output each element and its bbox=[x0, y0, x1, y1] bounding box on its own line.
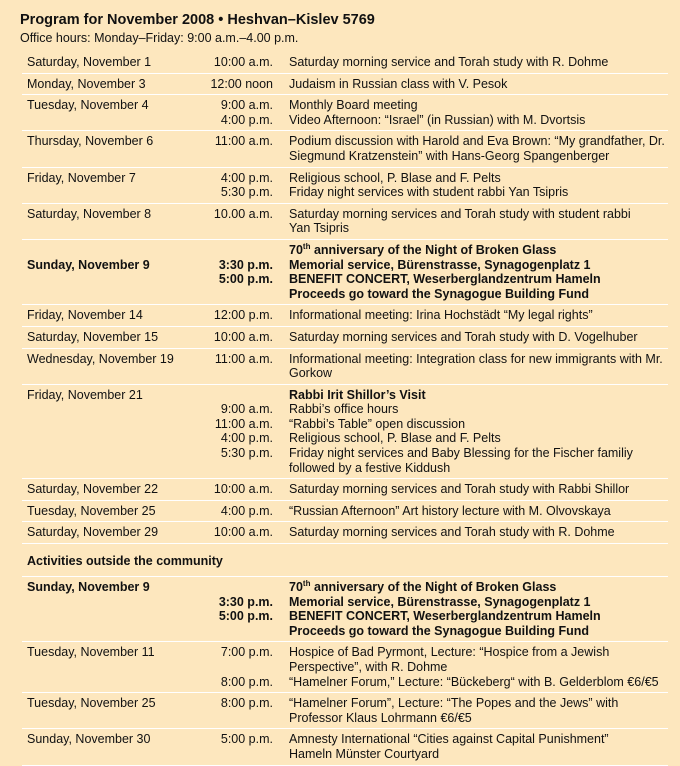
event-line: “Rabbi’s Table” open discussion bbox=[289, 416, 466, 431]
event-line: Informational meeting: Integration class for new immigrants with Mr. bbox=[289, 351, 663, 366]
event-description bbox=[289, 243, 668, 301]
event-time: 8:00 p.m. bbox=[220, 674, 273, 689]
heading-ordinal: th bbox=[302, 241, 311, 251]
spacer bbox=[203, 660, 273, 675]
event-line: Religious school, P. Blase and F. Pelts bbox=[289, 431, 501, 446]
event-times bbox=[203, 171, 273, 200]
event-description bbox=[289, 308, 668, 323]
event-line: Religious school, P. Blase and F. Pelts bbox=[289, 170, 501, 185]
event-row bbox=[22, 168, 668, 204]
spacer bbox=[203, 388, 273, 403]
event-row bbox=[22, 501, 668, 523]
event-times bbox=[203, 645, 273, 689]
event-day: Saturday, November 29 bbox=[27, 525, 159, 540]
event-time: 5:00 p.m. bbox=[220, 732, 273, 747]
event-day: Monday, November 3 bbox=[27, 76, 146, 91]
event-day: Sunday, November 9 bbox=[27, 580, 150, 595]
event-description bbox=[289, 645, 668, 689]
event-line: Informational meeting: Irina Hochstädt “My legal rights” bbox=[289, 308, 593, 323]
event-description bbox=[289, 330, 668, 345]
event-heading bbox=[289, 580, 664, 595]
event-day: Tuesday, November 4 bbox=[27, 98, 149, 113]
event-times bbox=[203, 330, 273, 345]
event-line: Amnesty International “Cities against Capital Punishment” bbox=[289, 732, 609, 747]
page-title: Program for November 2008 • Heshvan–Kislev 5769 bbox=[20, 12, 375, 28]
event-times bbox=[203, 696, 273, 711]
event-description bbox=[289, 580, 668, 638]
event-line: Video Afternoon: “Israel” (in Russian) with M. Dvortsis bbox=[289, 112, 586, 127]
event-row bbox=[22, 95, 668, 131]
event-day: Friday, November 7 bbox=[27, 170, 136, 185]
event-day: Friday, November 21 bbox=[27, 387, 143, 402]
event-row bbox=[22, 240, 668, 305]
event-time: 9:00 a.m. bbox=[220, 98, 273, 113]
event-row bbox=[22, 349, 668, 385]
section-heading-outside: Activities outside the community bbox=[22, 544, 668, 577]
event-line: Saturday morning service and Torah study with R. Dohme bbox=[289, 55, 609, 69]
event-row bbox=[22, 642, 668, 693]
event-day: Thursday, November 6 bbox=[27, 134, 154, 149]
event-time: 3:30 p.m. bbox=[218, 594, 273, 609]
event-line: Memorial service, Bürenstrasse, Synagogenplatz 1 bbox=[289, 594, 591, 609]
event-line: followed by a festive Kiddush bbox=[289, 460, 451, 475]
event-line: Podium discussion with Harold and Eva Brown: “My grandfather, Dr. bbox=[289, 134, 665, 149]
heading-number: 70 bbox=[289, 242, 303, 257]
heading-number: 70 bbox=[289, 580, 303, 595]
event-time: 12:00 noon bbox=[210, 76, 273, 91]
event-line: Rabbi’s office hours bbox=[289, 402, 399, 417]
event-line: BENEFIT CONCERT, Weserberglandzentrum Hameln bbox=[289, 609, 601, 624]
event-heading: Rabbi Irit Shillor’s Visit bbox=[289, 387, 426, 402]
event-time: 11:00 a.m. bbox=[214, 134, 273, 149]
event-line: Judaism in Russian class with V. Pesok bbox=[289, 76, 508, 91]
event-line: Proceeds go toward the Synagogue Building Fund bbox=[289, 286, 590, 301]
event-day-cell bbox=[22, 243, 203, 272]
event-description bbox=[289, 171, 668, 200]
event-times bbox=[203, 352, 273, 367]
event-time: 12:00 p.m. bbox=[213, 308, 273, 323]
heading-ordinal: th bbox=[302, 578, 311, 588]
event-times bbox=[203, 207, 273, 222]
event-line: Hameln Münster Courtyard bbox=[289, 746, 440, 761]
event-description bbox=[289, 482, 668, 497]
event-times bbox=[203, 134, 273, 149]
event-times bbox=[203, 55, 273, 70]
event-description bbox=[289, 525, 668, 540]
event-times bbox=[203, 525, 273, 540]
event-row bbox=[22, 305, 668, 327]
event-line: Proceeds go toward the Synagogue Building Fund bbox=[289, 623, 590, 638]
event-description bbox=[289, 207, 668, 236]
event-line: “Russian Afternoon” Art history lecture with M. Olvovskaya bbox=[289, 503, 611, 518]
event-time: 4:00 p.m. bbox=[220, 112, 273, 127]
event-description bbox=[289, 504, 668, 519]
event-row bbox=[22, 577, 668, 642]
event-line: Memorial service, Bürenstrasse, Synagogenplatz 1 bbox=[289, 257, 591, 272]
event-time: 11:00 a.m. bbox=[214, 416, 273, 431]
event-day: Saturday, November 22 bbox=[27, 482, 159, 497]
event-time: 5:00 p.m. bbox=[218, 609, 273, 624]
event-line: Hospice of Bad Pyrmont, Lecture: “Hospice from a Jewish bbox=[289, 645, 610, 660]
event-times bbox=[203, 504, 273, 519]
event-line: Friday night services with student rabbi Yan Tsipris bbox=[289, 185, 569, 200]
spacer bbox=[203, 243, 273, 258]
event-day: Tuesday, November 25 bbox=[27, 503, 156, 518]
event-line: Professor Klaus Lohrmann €6/€5 bbox=[289, 710, 472, 725]
event-description bbox=[289, 134, 669, 163]
spacer bbox=[203, 580, 273, 595]
event-line: Saturday morning services and Torah study with R. Dohme bbox=[289, 525, 615, 540]
event-line: “Hamelner Forum,” Lecture: “Bückeberg“ with B. Gelderblom €6/€5 bbox=[289, 674, 659, 689]
event-time: 10:00 a.m. bbox=[213, 329, 273, 344]
event-time: 3:30 p.m. bbox=[218, 257, 273, 272]
event-time: 8:00 p.m. bbox=[220, 696, 273, 711]
event-times bbox=[203, 98, 273, 127]
event-description bbox=[289, 77, 668, 92]
event-row bbox=[22, 522, 668, 544]
event-time: 10:00 a.m. bbox=[213, 482, 273, 497]
event-line: BENEFIT CONCERT, Weserberglandzentrum Hameln bbox=[289, 272, 601, 287]
office-hours: Office hours: Monday–Friday: 9:00 a.m.–4.00 p.m. bbox=[20, 31, 299, 45]
event-description bbox=[289, 696, 668, 725]
event-day: Wednesday, November 19 bbox=[27, 351, 174, 366]
event-time: 10:00 a.m. bbox=[213, 55, 273, 69]
event-line: Friday night services and Baby Blessing for the Fischer familiy bbox=[289, 446, 633, 461]
spacer bbox=[27, 243, 203, 258]
event-time: 4:00 p.m. bbox=[220, 170, 273, 185]
event-line: Monthly Board meeting bbox=[289, 98, 418, 113]
event-time: 7:00 p.m. bbox=[220, 645, 273, 660]
heading-text: anniversary of the Night of Broken Glass bbox=[310, 580, 557, 595]
event-line: Perspective”, with R. Dohme bbox=[289, 660, 448, 674]
event-day: Sunday, November 9 bbox=[27, 257, 150, 272]
event-time: 9:00 a.m. bbox=[220, 402, 273, 417]
event-line: Saturday morning services and Torah study with student rabbi bbox=[289, 206, 631, 221]
event-row bbox=[22, 385, 668, 480]
event-row bbox=[22, 52, 668, 74]
event-day: Saturday, November 1 bbox=[27, 55, 152, 69]
event-day: Saturday, November 15 bbox=[27, 329, 159, 344]
event-heading bbox=[289, 243, 664, 258]
event-time: 5:30 p.m. bbox=[220, 446, 273, 461]
event-row bbox=[22, 479, 668, 501]
event-line: Saturday morning services and Torah study with D. Vogelhuber bbox=[289, 329, 638, 344]
event-time: 4:00 p.m. bbox=[220, 503, 273, 518]
event-time: 10.00 a.m. bbox=[213, 206, 273, 221]
event-times bbox=[203, 77, 273, 92]
outside-events bbox=[22, 577, 668, 766]
event-time: 4:00 p.m. bbox=[220, 431, 273, 446]
event-line: Yan Tsipris bbox=[289, 221, 349, 236]
event-line: Saturday morning services and Torah study with Rabbi Shillor bbox=[289, 482, 630, 497]
event-row bbox=[22, 729, 668, 765]
event-day: Tuesday, November 11 bbox=[27, 645, 155, 660]
heading-text: anniversary of the Night of Broken Glass bbox=[310, 242, 557, 257]
event-line: “Hamelner Forum”, Lecture: “The Popes and the Jews” with bbox=[289, 696, 619, 711]
event-times bbox=[203, 732, 273, 747]
community-events bbox=[22, 52, 668, 544]
event-description bbox=[289, 388, 668, 476]
event-time: 11:00 a.m. bbox=[214, 351, 273, 366]
event-times bbox=[203, 580, 273, 624]
event-day: Saturday, November 8 bbox=[27, 206, 152, 221]
event-time: 5:00 p.m. bbox=[218, 272, 273, 287]
event-row bbox=[22, 693, 668, 729]
event-row bbox=[22, 327, 668, 349]
event-line: Siegmund Kratzenstein” with Hans-Georg Spangenberger bbox=[289, 148, 610, 163]
event-day: Friday, November 14 bbox=[27, 308, 143, 323]
event-description bbox=[289, 732, 668, 761]
event-time: 10:00 a.m. bbox=[213, 525, 273, 540]
event-description bbox=[289, 352, 668, 381]
event-description bbox=[289, 55, 668, 70]
event-day: Tuesday, November 25 bbox=[27, 696, 156, 711]
event-times bbox=[203, 308, 273, 323]
event-row bbox=[22, 131, 668, 167]
event-times bbox=[203, 482, 273, 497]
event-line: Gorkow bbox=[289, 366, 333, 381]
event-row bbox=[22, 74, 668, 96]
event-times bbox=[203, 388, 273, 461]
event-day: Sunday, November 30 bbox=[27, 732, 151, 747]
event-list bbox=[22, 52, 668, 766]
event-description bbox=[289, 98, 668, 127]
event-times bbox=[203, 243, 273, 287]
event-row bbox=[22, 204, 668, 240]
event-time: 5:30 p.m. bbox=[220, 185, 273, 200]
